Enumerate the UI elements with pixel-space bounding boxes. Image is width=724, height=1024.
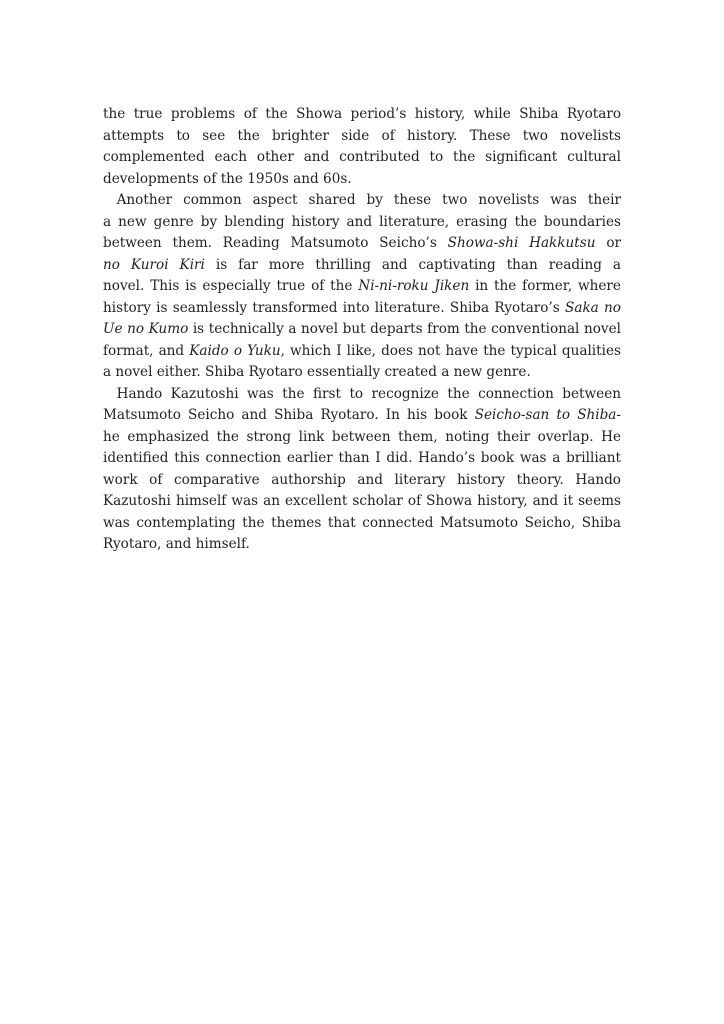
text-line [103, 298, 621, 320]
italic-title: no Kuroi Kiri [103, 256, 205, 273]
text-line [103, 427, 621, 449]
text-run: between them. Reading Matsumoto Seicho’s [103, 235, 448, 251]
text-run: Kazutoshi himself was an excellent scholar of Showa history, and it seems [103, 493, 621, 509]
text-run: is far more thrilling and captivating than reading a [215, 256, 621, 273]
text-run: Hando Kazutoshi was the first to recognize the connection between [116, 385, 621, 402]
text-run: a new genre by blending history and literature, erasing the boundaries [103, 213, 621, 230]
italic-title: Ni-ni-roku Jiken [358, 278, 470, 294]
text-line [103, 276, 621, 298]
italic-title: Showa-shi Hakkutsu [447, 235, 596, 251]
text-line [103, 169, 621, 191]
text-run: identified this connection earlier than I did. Hando’s book was a brilliant [103, 450, 621, 466]
text-run: attempts to see the brighter side of history. These two novelists [103, 127, 621, 144]
text-run: format, and [103, 342, 190, 359]
text-run: a novel either. Shiba Ryotaro essentially created a new genre. [103, 364, 531, 380]
text-run: was contemplating the themes that connected Matsumoto Seicho, Shiba [103, 514, 621, 531]
text-line [103, 362, 621, 384]
text-run: is technically a novel but departs from the conventional novel [188, 321, 621, 337]
text-line [103, 255, 621, 277]
italic-title: Ue no Kumo [103, 321, 189, 337]
paragraph [103, 384, 621, 556]
text-run: developments of the 1950s and 60s. [103, 170, 352, 187]
text-line [103, 448, 621, 470]
text-run: Ryotaro, and himself. [103, 536, 250, 552]
text-line [103, 212, 621, 234]
text-line [103, 470, 621, 492]
text-line [103, 534, 621, 556]
text-run: he emphasized the strong link between them, noting their overlap. He [103, 428, 621, 445]
text-line [103, 384, 621, 406]
text-run: in the former, where [469, 278, 621, 294]
text-run: complemented each other and contributed to the significant cultural [103, 149, 621, 165]
text-run: work of comparative authorship and literary history theory. Hando [103, 471, 621, 488]
paragraph [103, 190, 621, 384]
italic-title: Seicho-san to Shiba- [474, 407, 621, 423]
body-text [103, 104, 621, 556]
italic-title: Saka no [565, 299, 621, 316]
text-run: Another common aspect shared by these two novelists was their [116, 192, 621, 208]
text-line [103, 405, 621, 427]
text-line [103, 190, 621, 212]
text-line [103, 233, 621, 255]
text-run: novel. This is especially true of the [103, 278, 359, 294]
text-line [103, 319, 621, 341]
text-run: the true problems of the Showa period’s history, while Shiba Ryotaro [103, 106, 621, 122]
text-run: , which I like, does not have the typical qualities [280, 342, 621, 359]
text-run: history is seamlessly transformed into literature. Shiba Ryotaro’s [103, 299, 566, 316]
text-run: or [595, 235, 621, 251]
text-line [103, 513, 621, 535]
text-run: Matsumoto Seicho and Shiba Ryotaro. In his book [103, 407, 475, 423]
text-line [103, 126, 621, 148]
text-line [103, 104, 621, 126]
text-line [103, 147, 621, 169]
text-line [103, 491, 621, 513]
text-line [103, 341, 621, 363]
paragraph [103, 104, 621, 190]
italic-title: Kaido o Yuku [189, 342, 281, 359]
